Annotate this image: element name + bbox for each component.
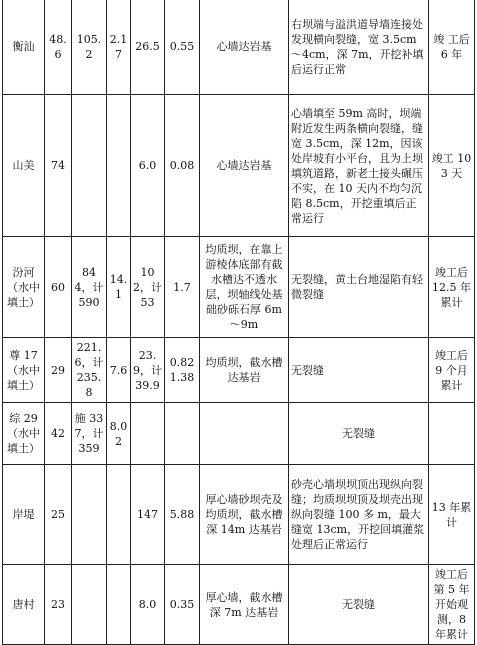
- ratio-cell: 0.08: [165, 95, 200, 237]
- measure-cell: 心墙达岩基: [200, 0, 289, 95]
- dam-name: 汾河（水中填土）: [3, 237, 45, 338]
- height-cell: 42: [45, 403, 72, 465]
- settlement-cell: 147: [131, 465, 165, 565]
- value-cell: [72, 95, 107, 237]
- table-row: [3, 565, 475, 645]
- value-cell: 14.1: [107, 237, 131, 338]
- crack-cell: 无裂缝: [289, 565, 429, 645]
- effect-cell: 竣工 103 天: [429, 95, 475, 237]
- settlement-cell: [131, 403, 165, 465]
- measure-cell: 均质坝，在靠上游棱体底部有截水槽达不透水层，坝轴线处基础砂砾石厚 6m～9m: [200, 237, 289, 338]
- ratio-cell: 0.35: [165, 565, 200, 645]
- effect-cell: [429, 403, 475, 465]
- ratio-cell: 1.7: [165, 237, 200, 338]
- effect-cell: 竣 工后 6 年: [429, 0, 475, 95]
- ratio-cell: 0.55: [165, 0, 200, 95]
- height-cell: 74: [45, 95, 72, 237]
- dam-name: 唐村: [3, 565, 45, 645]
- effect-cell: 竣工后第 5 年开始观测，8 年累计: [429, 565, 475, 645]
- value-cell: 8.02: [107, 403, 131, 465]
- value-cell: 7.6: [107, 338, 131, 403]
- table-row: [3, 465, 475, 565]
- ratio-cell: 5.88: [165, 465, 200, 565]
- height-cell: 29: [45, 338, 72, 403]
- value-cell: [72, 465, 107, 565]
- value-cell: [107, 465, 131, 565]
- crack-cell: 无裂缝: [289, 403, 429, 465]
- value-cell: 2.17: [107, 0, 131, 95]
- table-row: [3, 403, 475, 465]
- crack-cell: 砂壳心墙坝坝顶出现纵向裂缝；均质坝坝顶及坝壳出现纵向裂缝 100 多 m，最大缝宽 13cm，开挖回填灌浆处理后正常运行: [289, 465, 429, 565]
- dam-name: 山美: [3, 95, 45, 237]
- dam-settlement-table: [2, 0, 475, 645]
- value-cell: [107, 565, 131, 645]
- crack-cell: 无裂缝: [289, 338, 429, 403]
- table-row: [3, 338, 475, 403]
- height-cell: 48.6: [45, 0, 72, 95]
- ratio-cell: 0.82 1.38: [165, 338, 200, 403]
- settlement-cell: 23.9，计 39.9: [131, 338, 165, 403]
- ratio-cell: [165, 403, 200, 465]
- height-cell: 23: [45, 565, 72, 645]
- crack-cell: 心墙填至 59m 高时，坝端附近发生两条横向裂缝，缝宽 3.5cm，深 12m，因该处岸坡有小平台，且为上坝填筑道路，新老土接头碾压不实，在 10 天内不均匀沉陷 8.5cm，开挖重填后正常运行: [289, 95, 429, 237]
- settlement-cell: 6.0: [131, 95, 165, 237]
- crack-cell: 右坝端与溢洪道导墙连接处发现横向裂缝，宽 3.5cm～4cm，深 7m，开挖补填后运行正常: [289, 0, 429, 95]
- dam-name: 岸堤: [3, 465, 45, 565]
- effect-cell: 竣工后 9 个月累计: [429, 338, 475, 403]
- dam-name: 综 29（水中填土）: [3, 403, 45, 465]
- effect-cell: 竣工后 12.5 年累计: [429, 237, 475, 338]
- dam-name: 尊 17（水中填土）: [3, 338, 45, 403]
- value-cell: 844，计 590: [72, 237, 107, 338]
- measure-cell: [200, 403, 289, 465]
- settlement-cell: 102，计 53: [131, 237, 165, 338]
- value-cell: [107, 95, 131, 237]
- settlement-cell: 26.5: [131, 0, 165, 95]
- measure-cell: 厚心墙砂坝壳及均质坝，截水槽深 14m 达基岩: [200, 465, 289, 565]
- dam-name: 衡汕: [3, 0, 45, 95]
- table-row: [3, 95, 475, 237]
- crack-cell: 无裂缝，黄土台地湿陷有轻微裂缝: [289, 237, 429, 338]
- table-row: [3, 237, 475, 338]
- height-cell: 25: [45, 465, 72, 565]
- height-cell: 60: [45, 237, 72, 338]
- effect-cell: 13 年累计: [429, 465, 475, 565]
- value-cell: 221.6，计 235.8: [72, 338, 107, 403]
- value-cell: 105.2: [72, 0, 107, 95]
- settlement-cell: 8.0: [131, 565, 165, 645]
- measure-cell: 心墙达岩基: [200, 95, 289, 237]
- value-cell: 施 337，计 359: [72, 403, 107, 465]
- measure-cell: 厚心墙，截水槽深 7m 达基岩: [200, 565, 289, 645]
- measure-cell: 均质坝，截水槽达基岩: [200, 338, 289, 403]
- table-row: [3, 0, 475, 95]
- value-cell: [72, 565, 107, 645]
